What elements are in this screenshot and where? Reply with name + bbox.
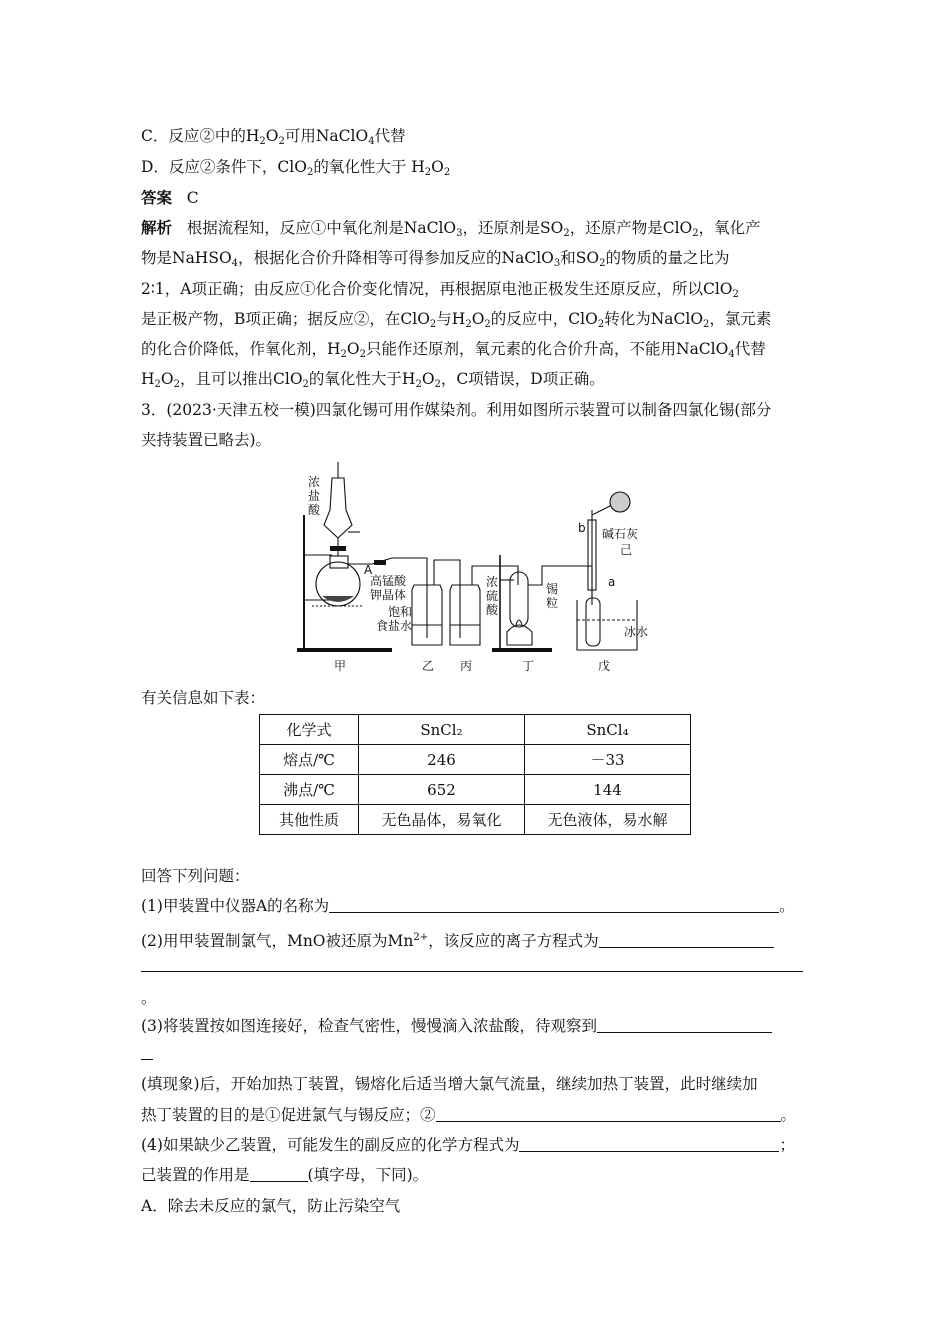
label-sn-1: 锡	[546, 582, 559, 596]
table-header-row	[260, 715, 691, 745]
question-3b-1: (填现象)后，开始加热丁装置，锡熔化后适当增大氯气流量，继续加热丁装置，此时继续加	[141, 1075, 758, 1093]
table-row	[260, 805, 691, 835]
analysis-line-5: 的化合价降低，作氧化剂，$H_2O_2$只能作还原剂，氧元素的化合价升高，不能用NaClO$_4$代替	[141, 340, 766, 360]
table-cell: 沸点/℃	[260, 775, 359, 805]
table-intro: 有关信息如下表：	[141, 689, 266, 707]
label-h2so4-1: 浓	[486, 575, 499, 589]
question-2-end: 。	[141, 989, 157, 1007]
analysis-line-3: 2∶1，A项正确；由反应①化合价变化情况，再根据原电池正极发生还原反应，所以ClO$_2$	[141, 280, 739, 300]
label-h2so4-3: 酸	[486, 603, 499, 617]
question-3-stem-1: 3．(2023·天津五校一模)四氯化锡可用作媒染剂。利用如图所示装置可以制备四氯化锡(部分	[141, 401, 772, 419]
label-ding: 丁	[522, 659, 535, 673]
label-a-port: a	[608, 575, 616, 589]
question-3b-2: 热丁装置的目的是①促进氯气与锡反应；② 。	[141, 1106, 797, 1124]
label-kmno4-1: 高锰酸	[370, 574, 407, 588]
option-d: D．反应②条件下，ClO$_2$的氧化性大于 $H_2O_2$	[141, 158, 451, 178]
label-hcl-1: 浓	[308, 475, 321, 489]
answer-value: C	[186, 189, 199, 207]
label-ji: 己	[620, 543, 633, 557]
analysis-line-4: 是正极产物，B项正确；据反应②，在ClO$_2$与$H_2O_2$的反应中，ClO$_2$转化为NaClO$_2$，氯元素	[141, 310, 772, 330]
table-cell: 无色液体，易水解	[525, 805, 691, 835]
table-cell: 652	[359, 775, 525, 805]
label-kmno4-2: 钾晶体	[370, 588, 407, 602]
option-c: C．反应②中的$H_2O_2$可用NaClO$_4$代替	[141, 127, 406, 147]
question-4-1: (4)如果缺少乙装置，可能发生的副反应的化学方程式为 ；	[141, 1136, 795, 1154]
label-h2so4-2: 硫	[486, 589, 499, 603]
answer-line	[141, 188, 199, 208]
question-2: (2)用甲装置制氯气，MnO被还原为$Mn^{2+}$，该反应的离子方程式为	[141, 928, 774, 951]
analysis-line-1: 解析 根据流程知，反应①中氧化剂是NaClO$_3$，还原剂是$SO_2$，还原产物是ClO$_2$，氧化产	[141, 218, 761, 239]
label-a: A	[364, 563, 373, 577]
label-nacl-2: 食盐水	[376, 619, 413, 633]
label-sn-2: 粒	[546, 596, 559, 610]
table-row	[260, 775, 691, 805]
label-hcl-3: 酸	[308, 503, 321, 517]
question-3a-continued	[141, 1043, 153, 1063]
answer-blank[interactable]	[141, 956, 803, 972]
question-2-continued	[141, 955, 803, 975]
table-cell: 246	[359, 745, 525, 775]
table-header: 化学式	[260, 715, 359, 745]
qa-intro: 回答下列问题：	[141, 867, 250, 885]
answer-blank[interactable]	[436, 1106, 781, 1122]
table-cell: 其他性质	[260, 805, 359, 835]
table-cell: 熔点/℃	[260, 745, 359, 775]
properties-table	[259, 714, 691, 835]
option-a: A．除去未反应的氯气，防止污染空气	[141, 1197, 401, 1215]
table-row	[260, 745, 691, 775]
label-jia: 甲	[334, 659, 347, 673]
analysis-line-6: $H_2O_2$，且可以推出ClO$_2$的氧化性大于$H_2O_2$，C项错误，D项正确。	[141, 370, 605, 390]
table-cell: 无色晶体，易氧化	[359, 805, 525, 835]
label-bing: 丙	[460, 659, 473, 673]
answer-blank[interactable]	[141, 1044, 153, 1060]
label-yi: 乙	[422, 659, 435, 673]
question-4-2: 己装置的作用是 (填字母，下同)。	[141, 1166, 429, 1184]
answer-blank[interactable]	[519, 1136, 779, 1152]
answer-blank[interactable]	[250, 1166, 308, 1182]
answer-blank[interactable]	[329, 897, 779, 913]
question-3a: (3)将装置按如图连接好，检查气密性，慢慢滴入浓盐酸，待观察到	[141, 1016, 772, 1036]
analysis-label: 解析	[141, 218, 173, 237]
label-nacl-1: 饱和	[388, 605, 413, 619]
table-header: SnCl₄	[525, 715, 691, 745]
answer-blank[interactable]	[599, 932, 774, 948]
question-3-stem-2: 夹持装置已略去)。	[141, 431, 272, 449]
table-cell: 144	[525, 775, 691, 805]
table-cell: －33	[525, 745, 691, 775]
answer-label: 答案	[141, 188, 173, 207]
analysis-line-2: 物是NaHSO$_4$，根据化合价升降相等可得参加反应的NaClO$_3$和$SO_2$的物质的量之比为	[141, 249, 730, 269]
label-wu: 戊	[598, 659, 611, 673]
table-header: SnCl₂	[359, 715, 525, 745]
label-ice: 冰水	[624, 625, 649, 639]
question-1: (1)甲装置中仪器A的名称为 。	[141, 897, 795, 915]
label-lime: 碱石灰	[602, 527, 639, 541]
label-hcl-2: 盐	[308, 489, 321, 503]
apparatus-diagram	[292, 460, 662, 675]
label-b: b	[578, 521, 586, 535]
answer-blank[interactable]	[597, 1017, 772, 1033]
